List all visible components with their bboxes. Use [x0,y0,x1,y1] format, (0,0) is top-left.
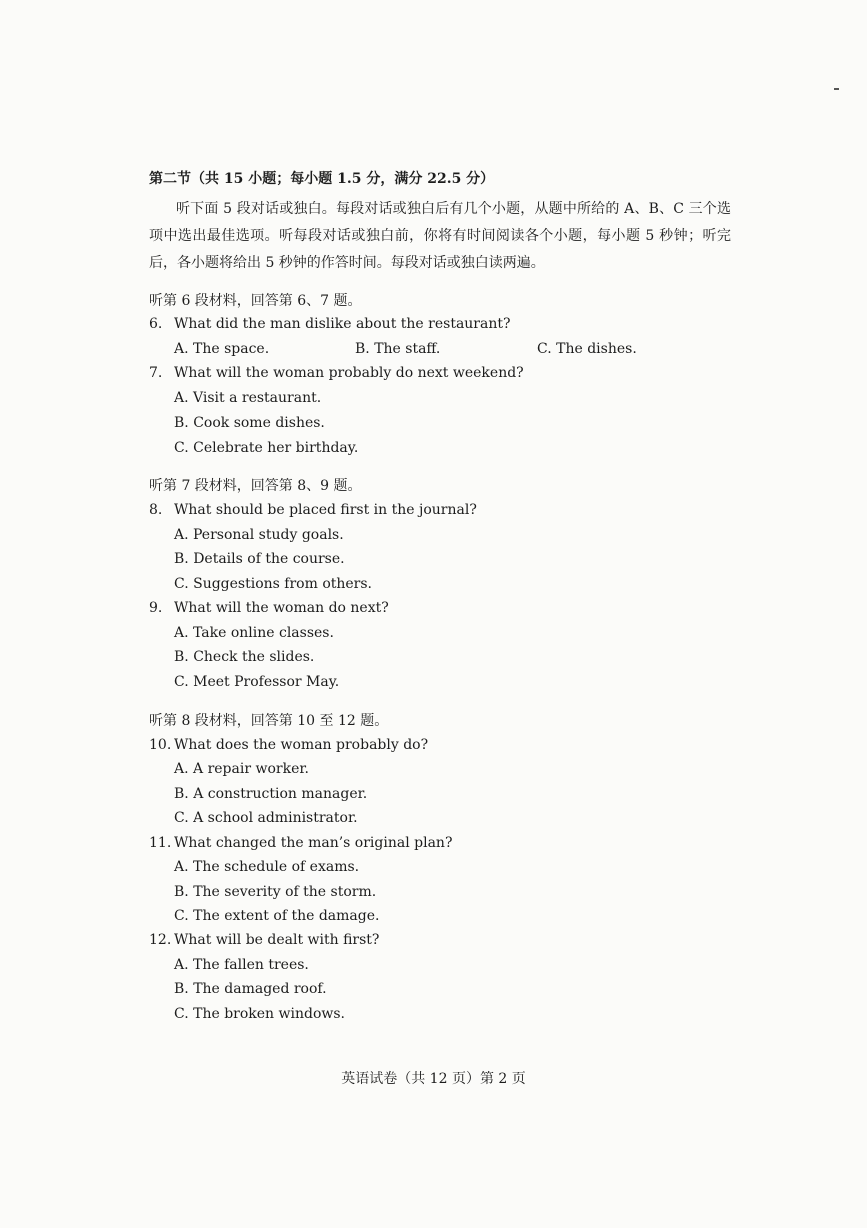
option-b: B. Cook some dishes. [174,415,325,431]
question-9 [149,600,389,616]
option-b: B. The damaged roof. [174,981,327,997]
option-b: B. A construction manager. [174,786,368,802]
question-text: What will the woman do next? [174,600,389,616]
question-text: What changed the man’s original plan? [174,835,453,851]
question-6 [149,316,511,332]
option-c: C. Suggestions from others. [174,576,373,592]
option-c: C. The dishes. [537,341,637,357]
option-a: A. Take online classes. [174,625,334,641]
option-a: A. The space. [174,341,270,357]
option-c: C. Meet Professor May. [174,674,340,690]
option-c: C. The extent of the damage. [174,908,380,924]
question-number: 12. [149,932,172,948]
section-heading: 第二节（共 15 小题；每小题 1.5 分，满分 22.5 分） [149,171,495,187]
question-number: 8. [149,502,163,518]
option-b: B. Check the slides. [174,649,315,665]
question-7 [149,365,524,381]
question-text: What does the woman probably do? [174,737,429,753]
group-label: 听第 7 段材料，回答第 8、9 题。 [149,478,362,494]
option-a: A. The fallen trees. [174,957,309,973]
option-a: A. The schedule of exams. [174,859,360,875]
option-c: C. The broken windows. [174,1006,346,1022]
question-number: 6. [149,316,163,332]
question-text: What did the man dislike about the restaurant? [174,316,511,332]
group-label: 听第 8 段材料，回答第 10 至 12 题。 [149,713,389,729]
option-b: B. Details of the course. [174,551,345,567]
question-text: What will the woman probably do next weekend? [174,365,524,381]
option-c: C. A school administrator. [174,810,358,826]
question-text: What will be dealt with first? [174,932,380,948]
option-a: A. Personal study goals. [174,527,344,543]
option-a: A. Visit a restaurant. [174,390,322,406]
question-number: 10. [149,737,172,753]
scan-mark [834,88,839,90]
option-a: A. A repair worker. [174,761,309,777]
question-8 [149,502,477,518]
question-10 [149,737,428,753]
option-b: B. The severity of the storm. [174,884,377,900]
question-number: 11. [149,835,172,851]
group-label: 听第 6 段材料，回答第 6、7 题。 [149,293,362,309]
question-number: 9. [149,600,163,616]
question-number: 7. [149,365,163,381]
question-11 [149,835,452,851]
section-instructions: 听下面 5 段对话或独白。每段对话或独白后有几个小题，从题中所给的 A、B、C 三个选项中选出最佳选项。听每段对话或独白前，你将有时间阅读各个小题，每小题 5 秒钟；听完后，各小题将给出 5 秒钟的作答时间。每段对话或独白读两遍。 [149,201,731,271]
question-text: What should be placed first in the journal? [174,502,477,518]
page-footer: 英语试卷（共 12 页）第 2 页 [341,1071,526,1087]
question-12 [149,932,379,948]
option-c: C. Celebrate her birthday. [174,440,359,456]
option-b: B. The staff. [355,341,441,357]
